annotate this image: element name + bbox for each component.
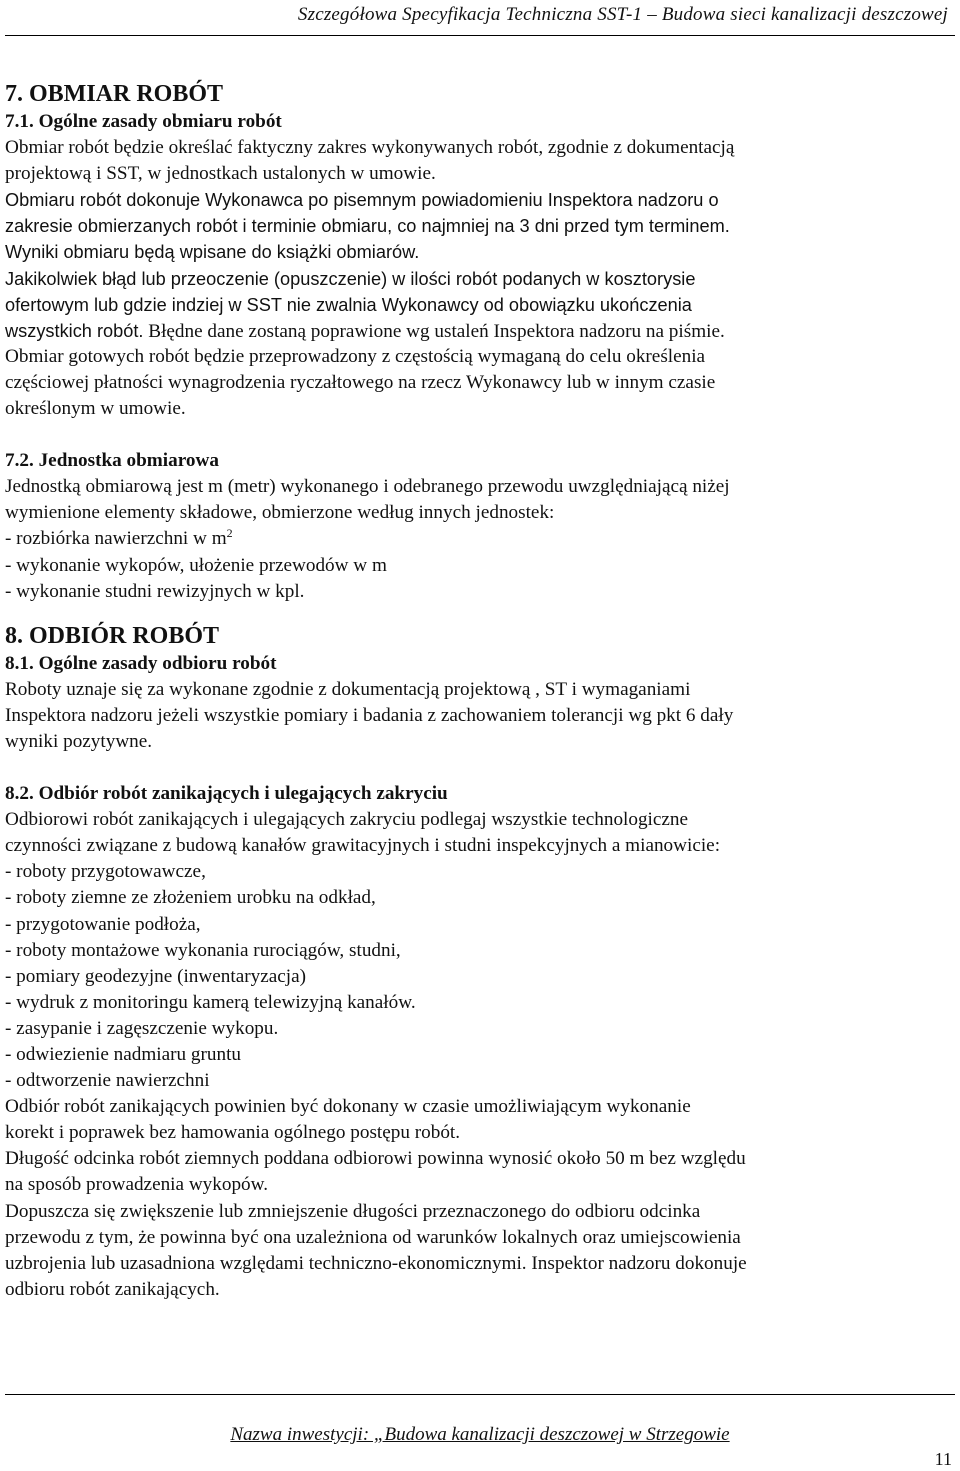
paragraph-line: na sposób prowadzenia wykopów. [5,1174,269,1196]
section-8-2-number: 8.2. [5,783,34,805]
section-8-2-heading [5,781,955,807]
list-item: - roboty przygotowawcze, [5,861,206,883]
list-item [5,526,955,552]
paragraph-line: Wyniki obmiaru będą wpisane do książki obmiarów. [5,242,420,263]
paragraph-line: Odbiorowi robót zanikających i ulegających zakryciu podlegaj wszystkie technologiczne [5,809,689,831]
section-7-2-number: 7.2. [5,450,34,472]
paragraph-line: wymienione elementy składowe, obmierzone według innych jednostek: [5,502,555,524]
document-body [5,79,955,1303]
list-item: - odtworzenie nawierzchni [5,1070,210,1092]
paragraph-line: uzbrojenia lub uzasadniona względami techniczno-ekonomicznymi. Inspektor nadzoru dokonuje [5,1252,747,1274]
paragraph-line: przewodu z tym, że powinna być ona uzależniona od warunków lokalnych oraz umiejscowienia [5,1226,741,1248]
paragraph-line: Dopuszcza się zwiększenie lub zmniejszenie długości przeznaczonego do odbioru odcinka [5,1200,701,1222]
list-item: - odwiezienie nadmiaru gruntu [5,1044,242,1065]
superscript: 2 [226,526,233,541]
footer-rule [5,1394,955,1395]
paragraph-line: częściowej płatności wynagrodzenia ryczałtowego na rzecz Wykonawcy lub w innym czasie [5,371,716,393]
list-item: - wykonanie studni rewizyjnych w kpl. [5,580,305,602]
list-item: - wykonanie wykopów, ułożenie przewodów w m [5,554,387,576]
header-rule [5,35,955,36]
paragraph-line: ofertowym lub gdzie indziej w SST nie zwalnia Wykonawcy od obowiązku ukończenia [5,294,692,315]
paragraph-line: czynności związane z budową kanałów grawitacyjnych i studni inspekcyjnych a mianowicie: [5,835,721,857]
paragraph-line: Roboty uznaje się za wykonane zgodnie z dokumentacją projektową , ST i wymaganiami [5,678,691,700]
paragraph-fragment: wszystkich robót. [5,320,144,341]
section-7-1-title: Ogólne zasady obmiaru robót [38,111,282,132]
paragraph-line: określonym w umowie. [5,398,186,420]
paragraph-line: zakresie obmierzanych robót i terminie obmiaru, co najmniej na 3 dni przed tym terminem. [5,216,730,237]
section-7-2-heading [5,448,955,474]
paragraph-line: projektową i SST, w jednostkach ustalonych w umowie. [5,163,436,185]
spacer [5,422,955,448]
paragraph-line: Jakikolwiek błąd lub przeoczenie (opuszczenie) w ilości robót podanych w kosztorysie [5,268,696,289]
footer-investment-name: Nazwa inwestycji: „Budowa kanalizacji deszczowej w Strzegowie [230,1424,730,1445]
header-title: Szczegółowa Specyfikacja Techniczna SST-1 – Budowa sieci kanalizacji deszczowej [297,4,948,25]
page-header [0,0,960,36]
paragraph-line-mixed [5,318,955,344]
section-8-title: 8. ODBIÓR ROBÓT [5,622,220,649]
section-7-1-number: 7.1. [5,111,34,132]
paragraph-line: Długość odcinka robót ziemnych poddana odbiorowi powinna wynosić około 50 m bez względu [5,1148,746,1170]
paragraph-line: Obmiar robót będzie określać faktyczny zakres wykonywanych robót, zgodnie z dokumentacją [5,137,735,159]
list-item: - pomiary geodezyjne (inwentaryzacja) [5,965,306,987]
section-8-2-title: Odbiór robót zanikających i ulegających zakryciu [38,783,448,805]
paragraph-line: Obmiar gotowych robót będzie przeprowadzony z częstością wymaganą do celu określenia [5,345,706,367]
list-item-text: - rozbiórka nawierzchni w m [5,528,227,550]
spacer [5,613,955,621]
paragraph-line: Jednostką obmiarową jest m (metr) wykonanego i odebranego przewodu uwzględniającą niżej [5,476,730,498]
list-item: - roboty montażowe wykonania rurociągów, studni, [5,939,401,961]
section-7-1-heading [5,109,955,135]
list-item: - przygotowanie podłoża, [5,913,201,935]
spacer [5,605,955,613]
page-number: 11 [934,1449,952,1469]
paragraph-fragment: Błędne dane zostaną poprawione wg ustaleń Inspektora nadzoru na piśmie. [143,320,725,342]
paragraph-line: odbioru robót zanikających. [5,1278,220,1300]
paragraph-line: wyniki pozytywne. [5,730,153,752]
spacer [5,755,955,781]
section-8-1-title: Ogólne zasady odbioru robót [38,652,277,674]
list-item: - roboty ziemne ze złożeniem urobku na odkład, [5,887,376,909]
section-7-2-title: Jednostka obmiarowa [38,450,219,472]
paragraph-line: korekt i poprawek bez hamowania ogólnego postępu robót. [5,1122,461,1144]
paragraph-line: Odbiór robót zanikających powinien być dokonany w czasie umożliwiającym wykonanie [5,1096,691,1118]
section-8-1-heading [5,651,955,677]
section-8-1-number: 8.1. [5,652,34,674]
paragraph-line: Inspektora nadzoru jeżeli wszystkie pomiary i badania z zachowaniem tolerancji wg pkt 6 dały [5,704,734,726]
paragraph-line: Obmiaru robót dokonuje Wykonawca po pisemnym powiadomieniu Inspektora nadzoru o [5,190,719,211]
list-item: - wydruk z monitoringu kamerą telewizyjną kanałów. [5,991,416,1013]
section-7-title: 7. OBMIAR ROBÓT [5,81,224,107]
list-item: - zasypanie i zagęszczenie wykopu. [5,1017,279,1039]
